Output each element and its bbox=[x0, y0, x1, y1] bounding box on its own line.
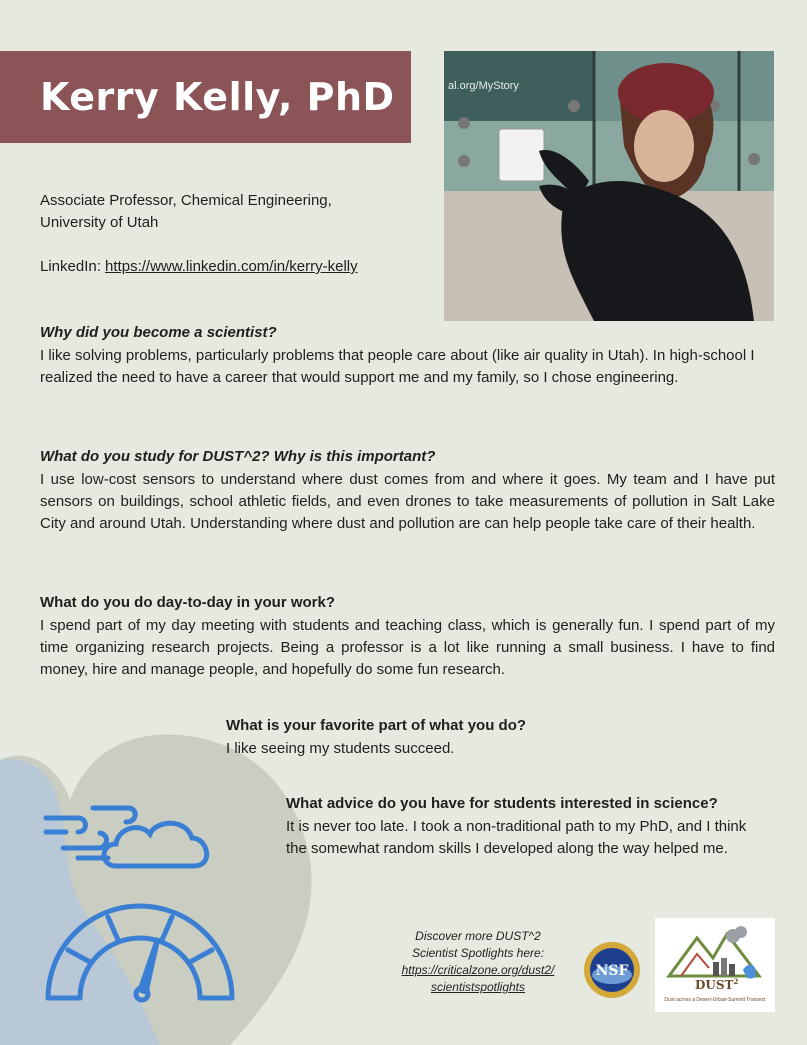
question: Why did you become a scientist? bbox=[40, 324, 277, 341]
footer-line-1: Discover more DUST^2 bbox=[415, 929, 541, 943]
answer: I like seeing my students succeed. bbox=[226, 740, 455, 757]
qa-advice bbox=[286, 795, 766, 860]
dust2-logo-title bbox=[695, 977, 738, 992]
dust2-logo-graphic bbox=[655, 918, 775, 1012]
answer: I spend part of my day meeting with students and teaching class, which is generally fun. I spend part of my time organizing research projects. Being a professor is a lot like running a small business. I have to find money, hire and manage people, and hopefully do some fun research. bbox=[40, 617, 775, 678]
gauge-icon bbox=[48, 906, 232, 1000]
decorative-icons bbox=[38, 800, 238, 1010]
answer: I use low-cost sensors to understand where dust comes from and where it goes. My team and I have put sensors on buildings, school athletic fields, and even drones to take measurements of pollution in Salt Lake City and around Utah. Understanding where dust and pollution are can help people take care of their health. bbox=[40, 471, 775, 532]
question: What do you do day-to-day in your work? bbox=[40, 594, 335, 611]
qa-day-to-day bbox=[40, 594, 775, 681]
linkedin-line bbox=[40, 258, 358, 275]
qa-what-study bbox=[40, 448, 775, 535]
name-banner bbox=[0, 51, 411, 143]
scientist-name: Kerry Kelly, PhD bbox=[40, 75, 395, 119]
dust2-logo-title-main: DUST bbox=[695, 978, 734, 992]
dust2-logo-subtitle: Dust across a Desert-Urban-Summit Transect bbox=[664, 997, 766, 1003]
footer-link-part-1[interactable]: https://criticalzone.org/dust2/ bbox=[401, 963, 555, 977]
qa-why-scientist bbox=[40, 324, 775, 389]
dust2-logo-title-sup: 2 bbox=[733, 977, 739, 986]
answer: It is never too late. I took a non-traditional path to my PhD, and I think the somewhat random skills I developed along the way helped me. bbox=[286, 818, 747, 857]
nsf-logo-text: NSF bbox=[595, 963, 629, 979]
question: What is your favorite part of what you do? bbox=[226, 717, 527, 734]
nsf-logo bbox=[583, 941, 641, 999]
footer-link-part-2[interactable]: scientistspotlights bbox=[430, 980, 526, 994]
qa-favorite-part bbox=[226, 717, 666, 760]
affiliation-institution: University of Utah bbox=[40, 214, 159, 231]
answer: I like solving problems, particularly problems that people care about (like air quality in Utah). In high-school I realized the need to have a career that would support me and my family, so I chose engineering. bbox=[40, 347, 755, 386]
footer-text bbox=[380, 928, 576, 996]
linkedin-label: LinkedIn: bbox=[40, 258, 106, 275]
linkedin-link[interactable]: https://www.linkedin.com/in/kerry-kelly bbox=[105, 258, 358, 275]
affiliation-title: Associate Professor, Chemical Engineering, bbox=[40, 192, 332, 209]
footer-line-2: Scientist Spotlights here: bbox=[411, 946, 545, 960]
photo-banner-text: al.org/MyStory bbox=[448, 80, 519, 92]
scientist-photo bbox=[444, 51, 774, 321]
wind-cloud-icon bbox=[46, 808, 207, 866]
question: What do you study for DUST^2? Why is this important? bbox=[40, 448, 436, 465]
question: What advice do you have for students interested in science? bbox=[286, 795, 718, 812]
affiliation bbox=[40, 190, 420, 234]
dust2-logo bbox=[655, 918, 775, 1012]
